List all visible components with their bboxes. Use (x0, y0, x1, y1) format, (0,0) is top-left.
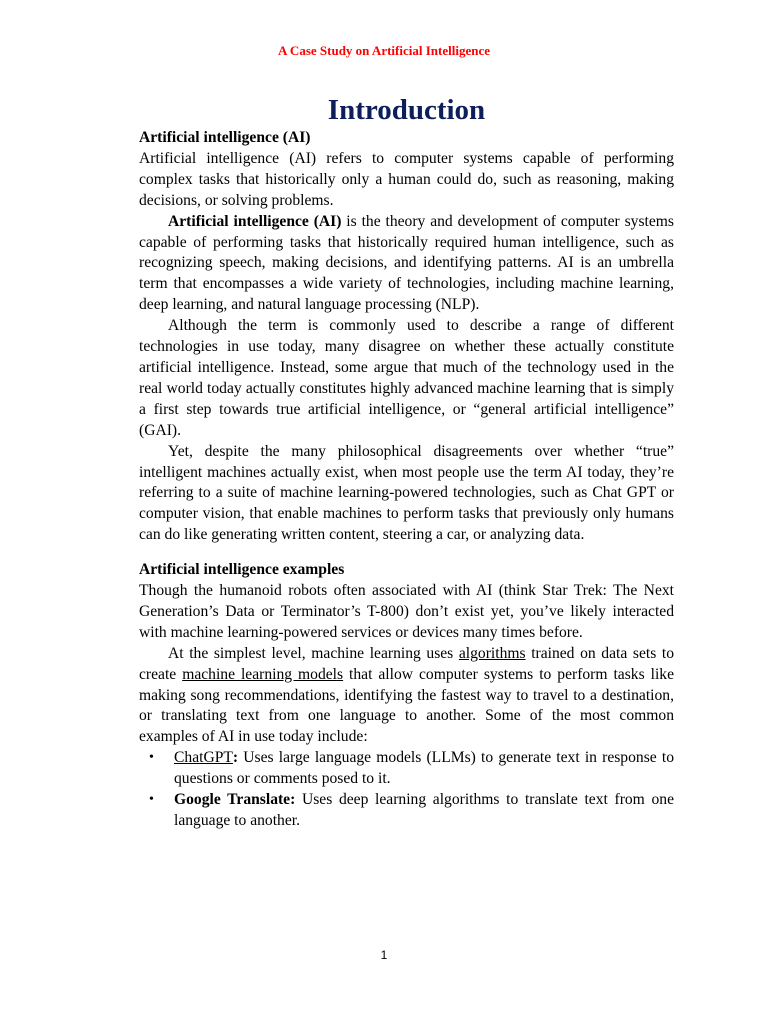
section-gap (139, 546, 674, 560)
examples-list (139, 748, 674, 832)
bullet-separator: : (232, 749, 239, 767)
paragraph-text: trained on data sets to create (139, 644, 675, 683)
paragraph-text: that allow computer systems to perform tasks like making song recommendations, identifying the fastest way to travel to a destination, or translating text from one language to another. Some of the most common examples of AI in use today include: (139, 665, 674, 746)
paragraph: Yet, despite the many philosophical disagreements over whether “true” intelligent machines actually exist, when most people use the term AI today, they’re referring to a suite of machine learning-powered technologies, such as Chat GPT or computer vision, that enable machines to perform tasks that previously only humans can do like generating written content, steering a car, or analyzing data. (139, 442, 674, 544)
bullet-text: Uses deep learning algorithms to translate text from one language to another. (174, 791, 674, 829)
chatgpt-link[interactable]: ChatGPT (174, 749, 233, 767)
bullet-term: Google Translate: (174, 791, 296, 809)
paragraph-text: is the theory and development of computer systems capable of performing tasks that historically required human intelligence, such as recognizing speech, making decisions, and identifying patterns. AI is an umbrella term that encompasses a wide variety of technologies, including machine learning, deep learning, and natural language processing (NLP). (139, 212, 674, 314)
page-title: Introduction (327, 94, 486, 126)
list-item (139, 790, 674, 832)
bullet-icon: • (149, 750, 154, 766)
paragraph: Although the term is commonly used to describe a range of different technologies in use today, many disagree on whether these actually constitute artificial intelligence. Instead, some argue that much of the technology used in the real world today actually constitutes highly advanced machine learning that is simply a first step towards true artificial intelligence, or “general artificial intelligence” (GAI). (139, 317, 674, 439)
algorithms-link[interactable]: algorithms (458, 644, 526, 662)
section-heading-examples: Artificial intelligence examples (139, 561, 345, 579)
paragraph-text: At the simplest level, machine learning uses (168, 644, 459, 662)
bullet-icon: • (149, 792, 154, 808)
page-number: 1 (380, 948, 388, 962)
bold-term: Artificial intelligence (AI) (168, 212, 342, 230)
running-header: A Case Study on Artificial Intelligence (278, 43, 490, 58)
section-heading-ai: Artificial intelligence (AI) (139, 129, 311, 146)
paragraph: Though the humanoid robots often associated with AI (think Star Trek: The Next Generation’s Data or Terminator’s T-800) don’t exist yet, you’ve likely interacted with machine learning-powered services or devices many times before. (139, 582, 674, 641)
paragraph (139, 644, 674, 749)
machine-learning-models-link[interactable]: machine learning models (182, 665, 344, 683)
bullet-text: Uses large language models (LLMs) to generate text in response to questions or comments posed to it. (174, 749, 674, 788)
list-item (139, 748, 674, 790)
paragraph (139, 212, 674, 317)
paragraph: Artificial intelligence (AI) refers to computer systems capable of performing complex tasks that historically only a human could do, such as reasoning, making decisions, or solving problems. (139, 149, 674, 209)
document-body (139, 92, 674, 832)
